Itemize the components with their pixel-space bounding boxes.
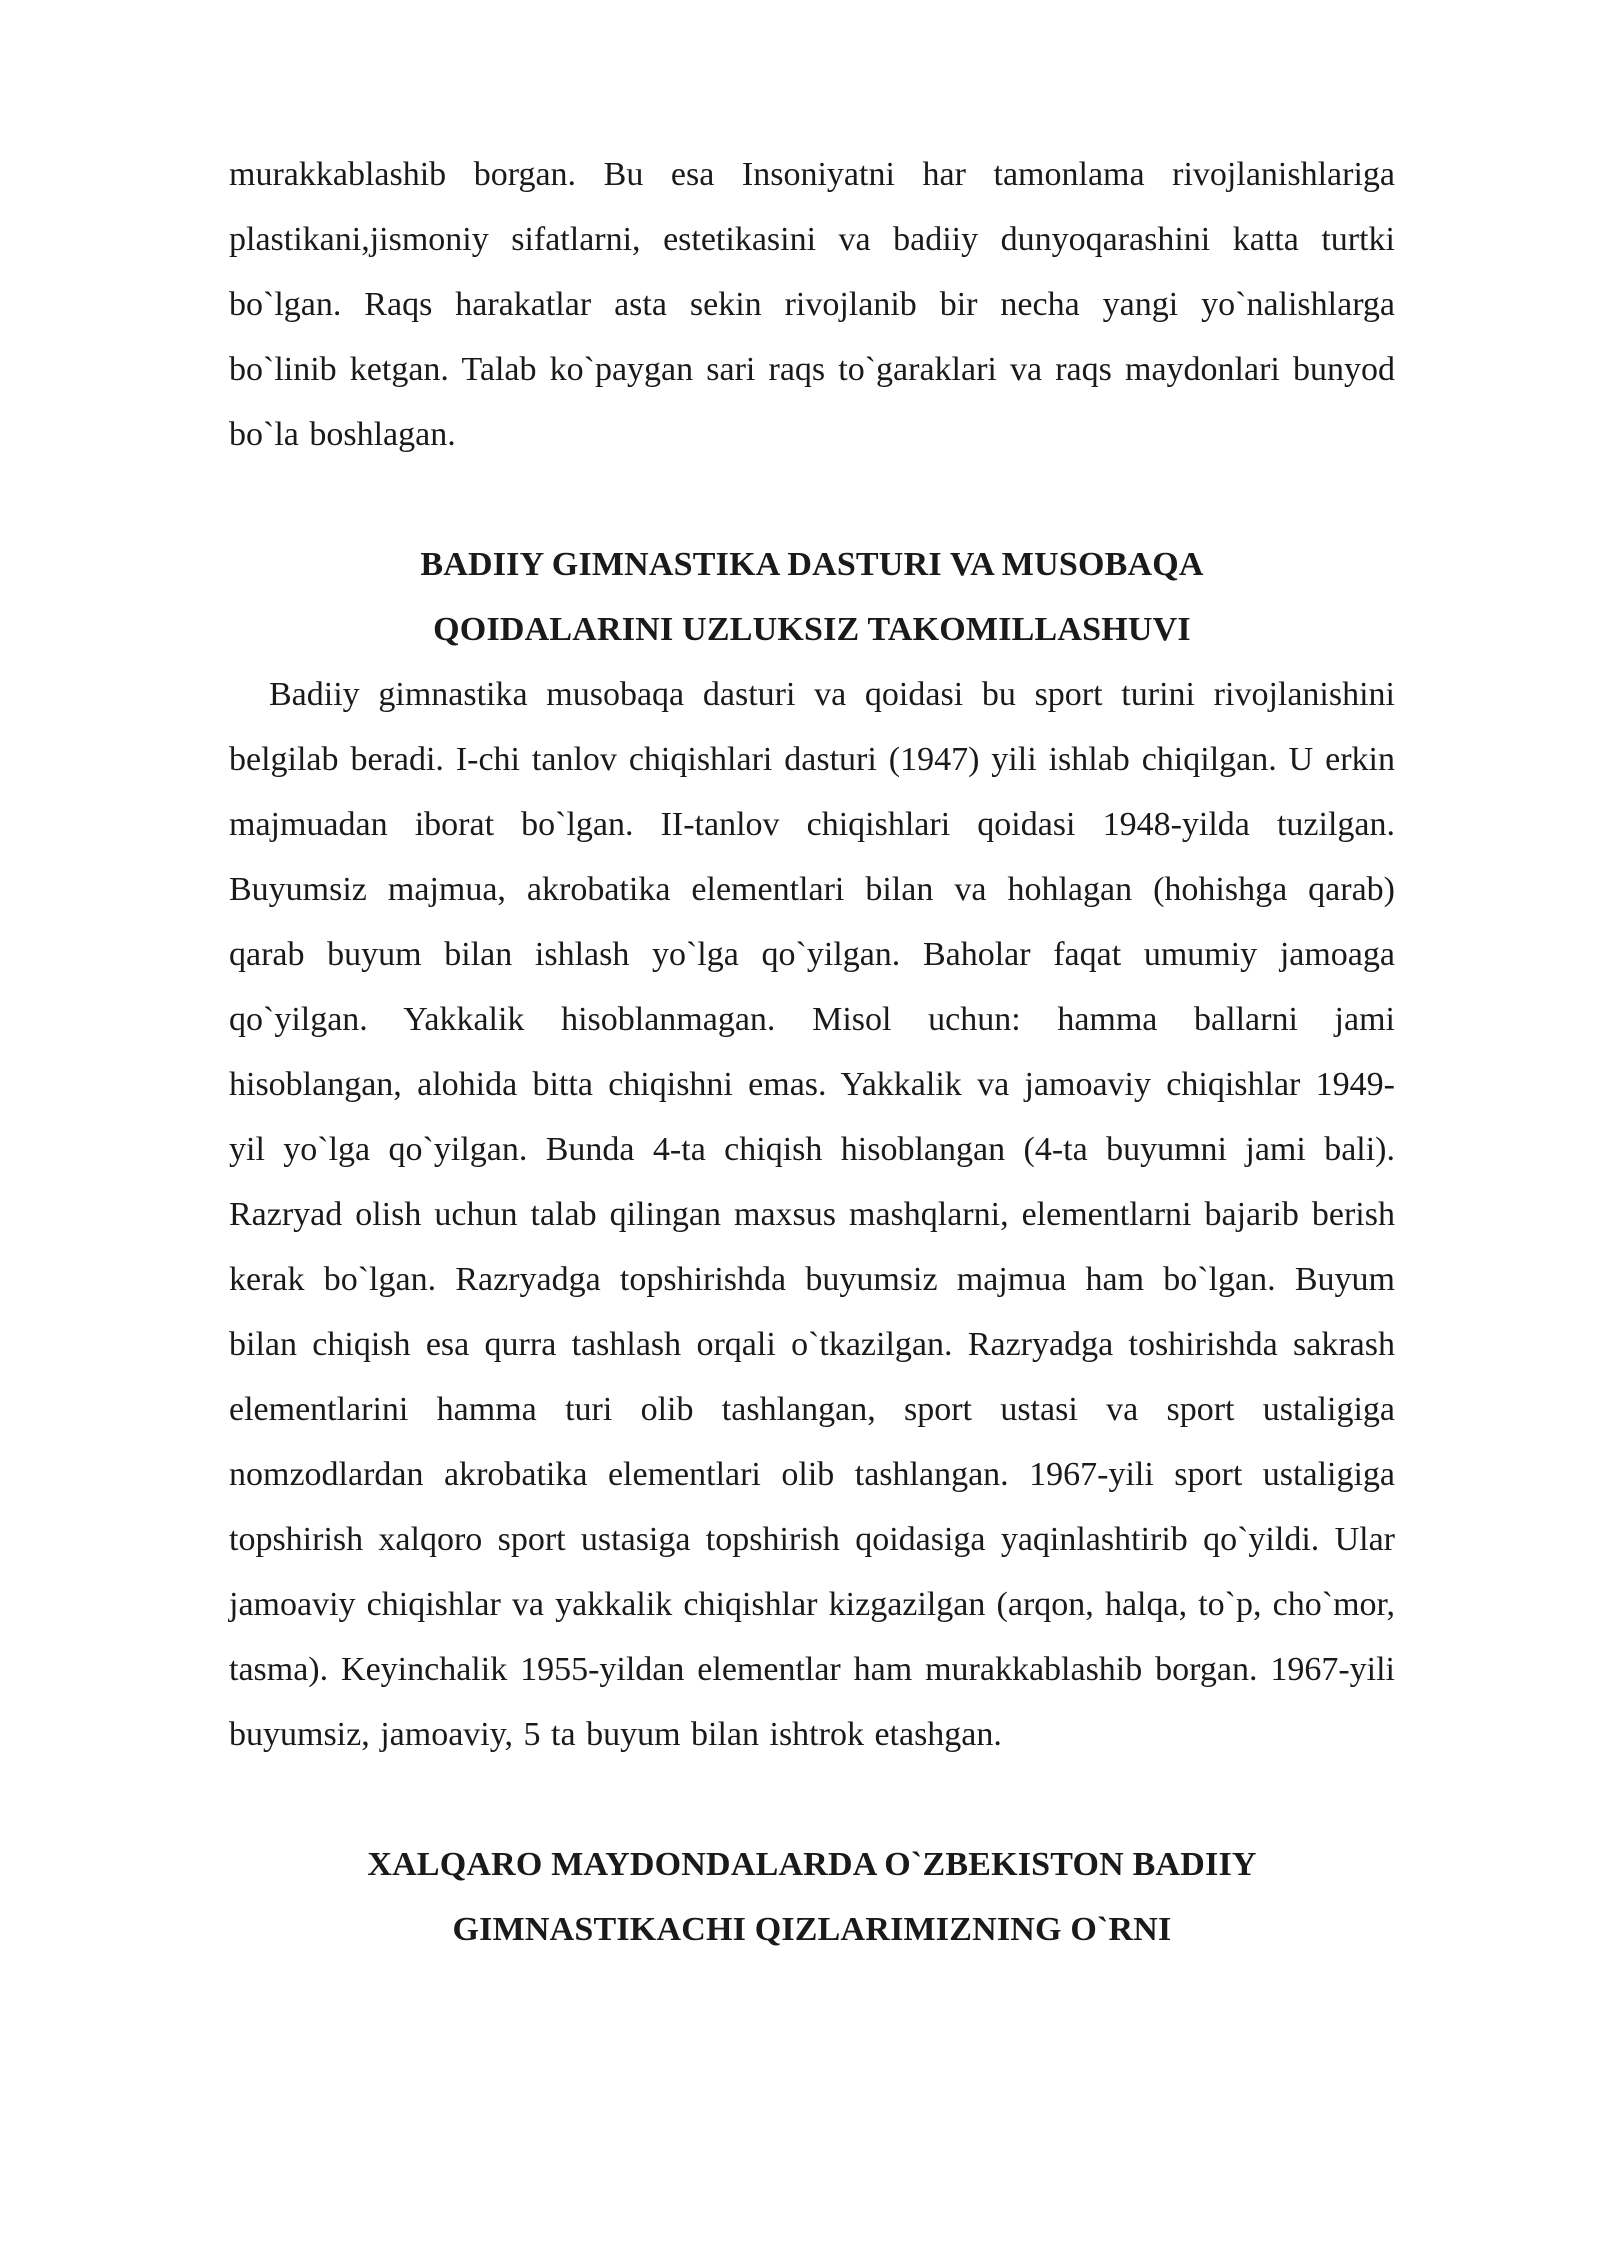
section-heading-1-line-1: BADIIY GIMNASTIKA DASTURI VA MUSOBAQA: [420, 546, 1204, 583]
section-heading-1-line-2: QOIDALARINI UZLUKSIZ TAKOMILLASHUVI: [433, 611, 1191, 648]
body-paragraph-1: murakkablashib borgan. Bu esa Insoniyatni har tamonlama rivojlanishlariga plastikani,jismoniy sifatlarni, estetikasini va badiiy dunyoqarashini katta turtki bo`lgan. Raqs harakatlar asta sekin rivojlanib bir necha yangi yo`nalishlarga bo`linib ketgan. Talab ko`paygan sari raqs to`garaklari va raqs maydonlari bunyod bo`la boshlagan.: [229, 156, 1395, 453]
section-heading-2-line-2: GIMNASTIKACHI QIZLARIMIZNING O`RNI: [452, 1911, 1172, 1948]
section-heading-2: [229, 1832, 1395, 1962]
body-paragraph-2: Badiiy gimnastika musobaqa dasturi va qoidasi bu sport turini rivojlanishini belgilab beradi. I-chi tanlov chiqishlari dasturi (1947) yili ishlab chiqilgan. U erkin majmuadan iborat bo`lgan. II-tanlov chiqishlari qoidasi 1948-yilda tuzilgan. Buyumsiz majmua, akrobatika elementlari bilan va hohlagan (hohishga qarab) qarab buyum bilan ishlash yo`lga qo`yilgan. Baholar faqat umumiy jamoaga qo`yilgan. Yakkalik hisoblanmagan. Misol uchun: hamma ballarni jami hisoblangan, alohida bitta chiqishni emas. Yakkalik va jamoaviy chiqishlar 1949- yil yo`lga qo`yilgan. Bunda 4-ta chiqish hisoblangan (4-ta buyumni jami bali). Razryad olish uchun talab qilingan maxsus mashqlarni, elementlarni bajarib berish kerak bo`lgan. Razryadga topshirishda buyumsiz majmua ham bo`lgan. Buyum bilan chiqish esa qurra tashlash orqali o`tkazilgan. Razryadga toshirishda sakrash elementlarini hamma turi olib tashlangan, sport ustasi va sport ustaligiga nomzodlardan akrobatika elementlari olib tashlangan. 1967-yili sport ustaligiga topshirish xalqoro sport ustasiga topshirish qoidasiga yaqinlashtirib qo`yildi. Ular jamoaviy chiqishlar va yakkalik chiqishlar kizgazilgan (arqon, halqa, to`p, cho`mor, tasma). Keyinchalik 1955-yildan elementlar ham murakkablashib borgan. 1967-yili buyumsiz, jamoaviy, 5 ta buyum bilan ishtrok etashgan.: [229, 676, 1395, 1753]
section-heading-1: [229, 532, 1395, 662]
page-content: [229, 142, 1395, 1962]
section-heading-2-line-1: XALQARO MAYDONDALARDA O`ZBEKISTON BADIIY: [367, 1846, 1257, 1883]
